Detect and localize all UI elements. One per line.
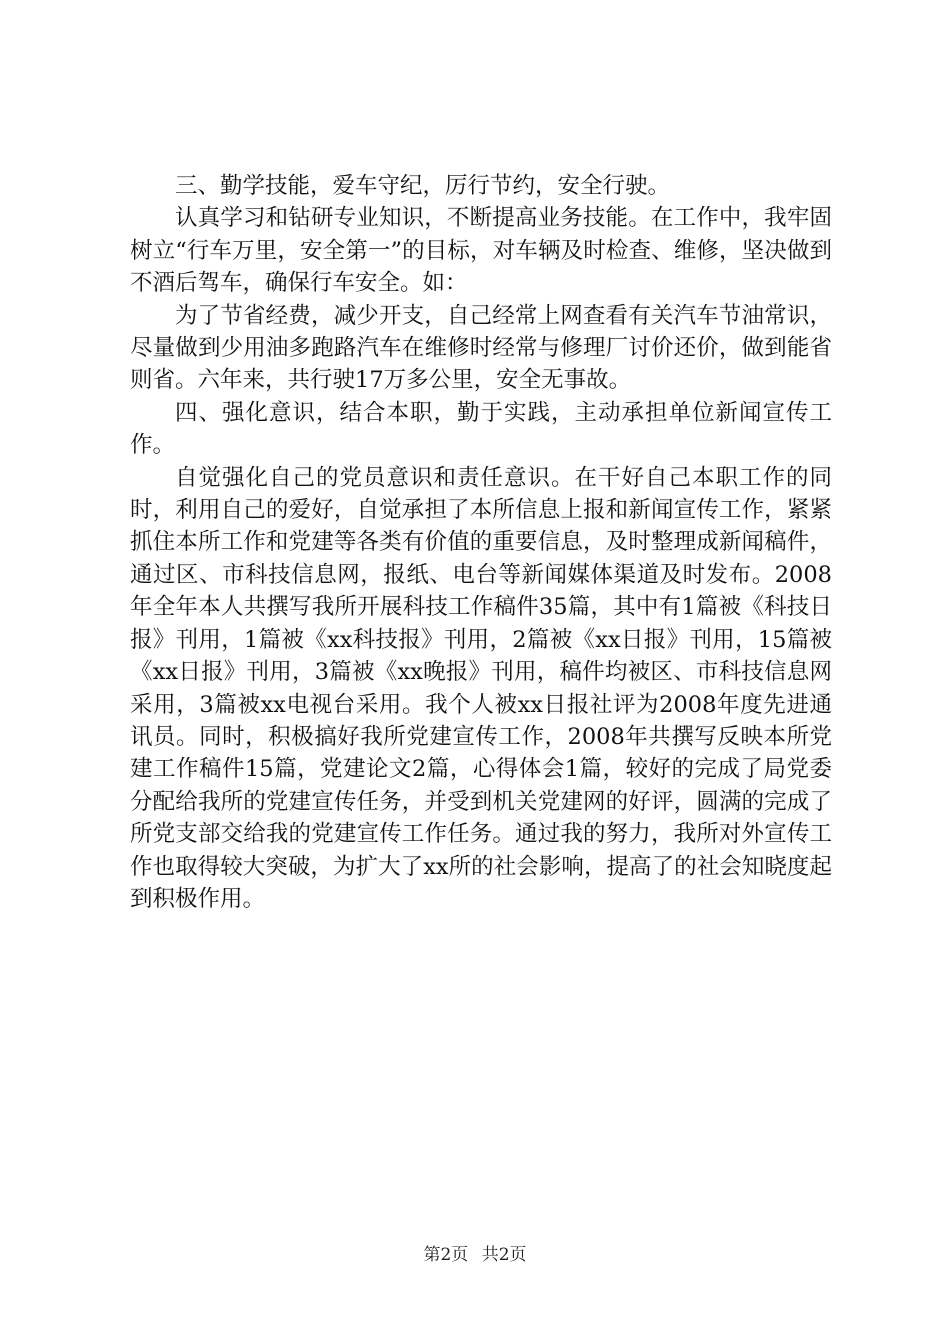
document-body	[130, 170, 832, 915]
section-heading-4: 四、强化意识，结合本职，勤于实践，主动承担单位新闻宣传工作。	[130, 399, 832, 459]
page-number: 第2页	[423, 1245, 469, 1265]
paragraph: 为了节省经费，减少开支，自己经常上网查看有关汽车节油常识，尽量做到少用油多跑路汽车在维修时经常与修理厂讨价还价，做到能省则省。六年来，共行驶17万多公里，安全无事故。	[130, 302, 832, 394]
section-heading-3: 三、勤学技能，爱车守纪，厉行节约，安全行驶。	[175, 173, 671, 199]
page-total: 共2页	[481, 1245, 527, 1265]
paragraph: 认真学习和钻研专业知识，不断提高业务技能。在工作中，我牢固树立“行车万里，安全第一”的目标，对车辆及时检查、维修，坚决做到不酒后驾车，确保行车安全。如：	[130, 205, 832, 297]
page-footer	[0, 1240, 950, 1265]
paragraph: 自觉强化自己的党员意识和责任意识。在干好自己本职工作的同时，利用自己的爱好，自觉承担了本所信息上报和新闻宣传工作，紧紧抓住本所工作和党建等各类有价值的重要信息，及时整理成新闻稿件，通过区、市科技信息网，报纸、电台等新闻媒体渠道及时发布。2008年全年本人共撰写我所开展科技工作稿件35篇，其中有1篇被《科技日报》刊用，1篇被《xx科技报》刊用，2篇被《xx日报》刊用，15篇被《xx日报》刊用，3篇被《xx晚报》刊用，稿件均被区、市科技信息网采用，3篇被xx电视台采用。我个人被xx日报社评为2008年度先进通讯员。同时，积极搞好我所党建宣传工作，2008年共撰写反映本所党建工作稿件15篇，党建论文2篇，心得体会1篇，较好的完成了局党委分配给我所的党建宣传任务，并受到机关党建网的好评，圆满的完成了所党支部交给我的党建宣传工作任务。通过我的努力，我所对外宣传工作也取得较大突破，为扩大了xx所的社会影响，提高了的社会知晓度起到积极作用。	[130, 464, 832, 912]
